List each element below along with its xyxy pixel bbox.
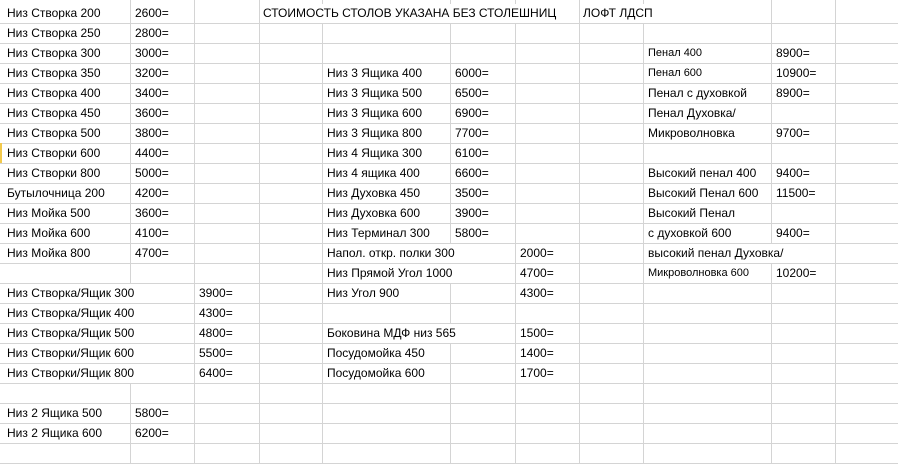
- sheet-cell[interactable]: Низ Створки/Ящик 600: [5, 344, 134, 363]
- row-gridline: [0, 283, 898, 284]
- sheet-cell[interactable]: Бутылочница 200: [5, 184, 105, 203]
- sheet-cell[interactable]: 7700=: [453, 124, 489, 143]
- sheet-cell[interactable]: Высокий пенал 400: [646, 164, 756, 183]
- sheet-cell[interactable]: 4700=: [133, 244, 169, 263]
- sheet-cell[interactable]: 9400=: [774, 224, 810, 243]
- sheet-cell[interactable]: Низ Духовка 450: [325, 184, 420, 203]
- sheet-cell[interactable]: 8900=: [774, 44, 810, 63]
- sheet-cell[interactable]: 3600=: [133, 204, 169, 223]
- row-gridline: [0, 383, 898, 384]
- row-gridline: [0, 303, 898, 304]
- sheet-cell[interactable]: 11500=: [774, 184, 816, 203]
- sheet-cell[interactable]: Низ 4 Ящика 300: [325, 144, 422, 163]
- sheet-cell[interactable]: Низ Створка 450: [5, 104, 101, 123]
- sheet-cell[interactable]: 3400=: [133, 84, 169, 103]
- column-gridline: [835, 0, 836, 464]
- column-gridline: [643, 0, 644, 464]
- sheet-cell[interactable]: с духовкой 600: [646, 224, 731, 243]
- sheet-cell[interactable]: 2600=: [133, 4, 169, 23]
- sheet-cell[interactable]: 5000=: [133, 164, 169, 183]
- sheet-cell[interactable]: 4300=: [197, 304, 233, 323]
- sheet-cell[interactable]: 4200=: [133, 184, 169, 203]
- row-gridline: [0, 363, 898, 364]
- row-gridline: [0, 443, 898, 444]
- column-gridline: [450, 0, 451, 464]
- sheet-cell[interactable]: Низ Створка 300: [5, 44, 101, 63]
- row-gridline: [0, 343, 898, 344]
- row-selection-marker: [0, 143, 2, 163]
- sheet-cell[interactable]: 3600=: [133, 104, 169, 123]
- sheet-cell[interactable]: 1500=: [518, 324, 554, 343]
- sheet-cell[interactable]: Низ 3 Ящика 500: [325, 84, 422, 103]
- sheet-cell[interactable]: Низ 3 Ящика 400: [325, 64, 422, 83]
- sheet-cell[interactable]: Пенал с духовкой: [646, 84, 747, 103]
- sheet-cell[interactable]: 3900=: [453, 204, 489, 223]
- sheet-cell[interactable]: Низ Створки 800: [5, 164, 100, 183]
- sheet-cell[interactable]: Низ Створка/Ящик 500: [5, 324, 134, 343]
- sheet-cell[interactable]: 4300=: [518, 284, 554, 303]
- material-label[interactable]: ЛОФТ ЛДСП: [581, 4, 653, 23]
- sheet-cell[interactable]: Низ Угол 900: [325, 284, 399, 303]
- column-gridline: [322, 0, 323, 464]
- sheet-cell[interactable]: 4800=: [197, 324, 233, 343]
- sheet-cell[interactable]: Низ Мойка 800: [5, 244, 90, 263]
- sheet-cell[interactable]: 3200=: [133, 64, 169, 83]
- sheet-cell[interactable]: 9400=: [774, 164, 810, 183]
- sheet-cell[interactable]: Низ Створка 200: [5, 4, 101, 23]
- sheet-cell[interactable]: 10200=: [774, 264, 816, 283]
- sheet-cell[interactable]: 5800=: [453, 224, 489, 243]
- sheet-cell[interactable]: 5500=: [197, 344, 233, 363]
- sheet-cell[interactable]: 10900=: [774, 64, 816, 83]
- sheet-cell[interactable]: высокий пенал Духовка/: [646, 244, 783, 263]
- sheet-cell[interactable]: Низ Мойка 600: [5, 224, 90, 243]
- sheet-cell[interactable]: 4100=: [133, 224, 169, 243]
- sheet-cell[interactable]: 6200=: [133, 424, 169, 443]
- sheet-cell[interactable]: Низ Створка 250: [5, 24, 101, 43]
- sheet-cell[interactable]: 2800=: [133, 24, 169, 43]
- sheet-cell[interactable]: 1700=: [518, 364, 554, 383]
- sheet-cell[interactable]: 6900=: [453, 104, 489, 123]
- sheet-cell[interactable]: Низ 3 Ящика 800: [325, 124, 422, 143]
- sheet-cell[interactable]: 1400=: [518, 344, 554, 363]
- sheet-cell[interactable]: Низ Створки 600: [5, 144, 100, 163]
- column-gridline: [771, 0, 772, 464]
- sheet-cell[interactable]: 3500=: [453, 184, 489, 203]
- column-gridline: [515, 0, 516, 464]
- sheet-cell[interactable]: 6500=: [453, 84, 489, 103]
- sheet-cell[interactable]: Низ Створка/Ящик 400: [5, 304, 134, 323]
- sheet-cell[interactable]: Низ Створка/Ящик 300: [5, 284, 134, 303]
- sheet-cell[interactable]: Напол. откр. полки 300: [325, 244, 455, 263]
- sheet-cell[interactable]: 4700=: [518, 264, 554, 283]
- sheet-cell[interactable]: 8900=: [774, 84, 810, 103]
- sheet-cell[interactable]: Пенал 400: [646, 44, 702, 63]
- sheet-cell[interactable]: 9700=: [774, 124, 810, 143]
- sheet-cell[interactable]: Низ Прямой Угол 1000: [325, 264, 452, 283]
- sheet-cell[interactable]: 3800=: [133, 124, 169, 143]
- sheet-cell[interactable]: Микроволновка 600: [646, 264, 749, 283]
- column-gridline: [579, 0, 580, 464]
- sheet-cell[interactable]: Посудомойка 600: [325, 364, 425, 383]
- sheet-cell[interactable]: 3000=: [133, 44, 169, 63]
- sheet-cell[interactable]: 5800=: [133, 404, 169, 423]
- sheet-cell[interactable]: Низ Створка 500: [5, 124, 101, 143]
- sheet-cell[interactable]: Низ 4 ящика 400: [325, 164, 420, 183]
- sheet-cell[interactable]: 6100=: [453, 144, 489, 163]
- sheet-cell[interactable]: Микроволновка: [646, 124, 735, 143]
- sheet-cell[interactable]: Низ Терминал 300: [325, 224, 430, 243]
- sheet-cell[interactable]: Пенал Духовка/: [646, 104, 736, 123]
- column-gridline: [130, 0, 131, 464]
- sheet-title[interactable]: СТОИМОСТЬ СТОЛОВ УКАЗАНА БЕЗ СТОЛЕШНИЦ: [261, 4, 556, 23]
- sheet-cell[interactable]: Низ Створки/Ящик 800: [5, 364, 134, 383]
- column-gridline: [194, 0, 195, 464]
- column-gridline: [259, 0, 260, 464]
- sheet-cell[interactable]: Боковина МДФ низ 565: [325, 324, 456, 343]
- sheet-cell[interactable]: 2000=: [518, 244, 554, 263]
- sheet-cell[interactable]: Низ Створка 400: [5, 84, 101, 103]
- sheet-cell[interactable]: 4400=: [133, 144, 169, 163]
- sheet-cell[interactable]: Низ 2 Ящика 500: [5, 404, 102, 423]
- sheet-cell[interactable]: Посудомойка 450: [325, 344, 425, 363]
- sheet-cell[interactable]: Пенал 600: [646, 64, 702, 83]
- sheet-cell[interactable]: 3900=: [197, 284, 233, 303]
- sheet-cell[interactable]: Низ 3 Ящика 600: [325, 104, 422, 123]
- sheet-cell[interactable]: Высокий Пенал 600: [646, 184, 758, 203]
- sheet-cell[interactable]: 6000=: [453, 64, 489, 83]
- sheet-cell[interactable]: Высокий Пенал: [646, 204, 735, 223]
- sheet-cell[interactable]: 6400=: [197, 364, 233, 383]
- sheet-cell[interactable]: Низ 2 Ящика 600: [5, 424, 102, 443]
- sheet-cell[interactable]: 6600=: [453, 164, 489, 183]
- sheet-cell[interactable]: Низ Створка 350: [5, 64, 101, 83]
- sheet-cell[interactable]: Низ Духовка 600: [325, 204, 420, 223]
- sheet-cell[interactable]: Низ Мойка 500: [5, 204, 90, 223]
